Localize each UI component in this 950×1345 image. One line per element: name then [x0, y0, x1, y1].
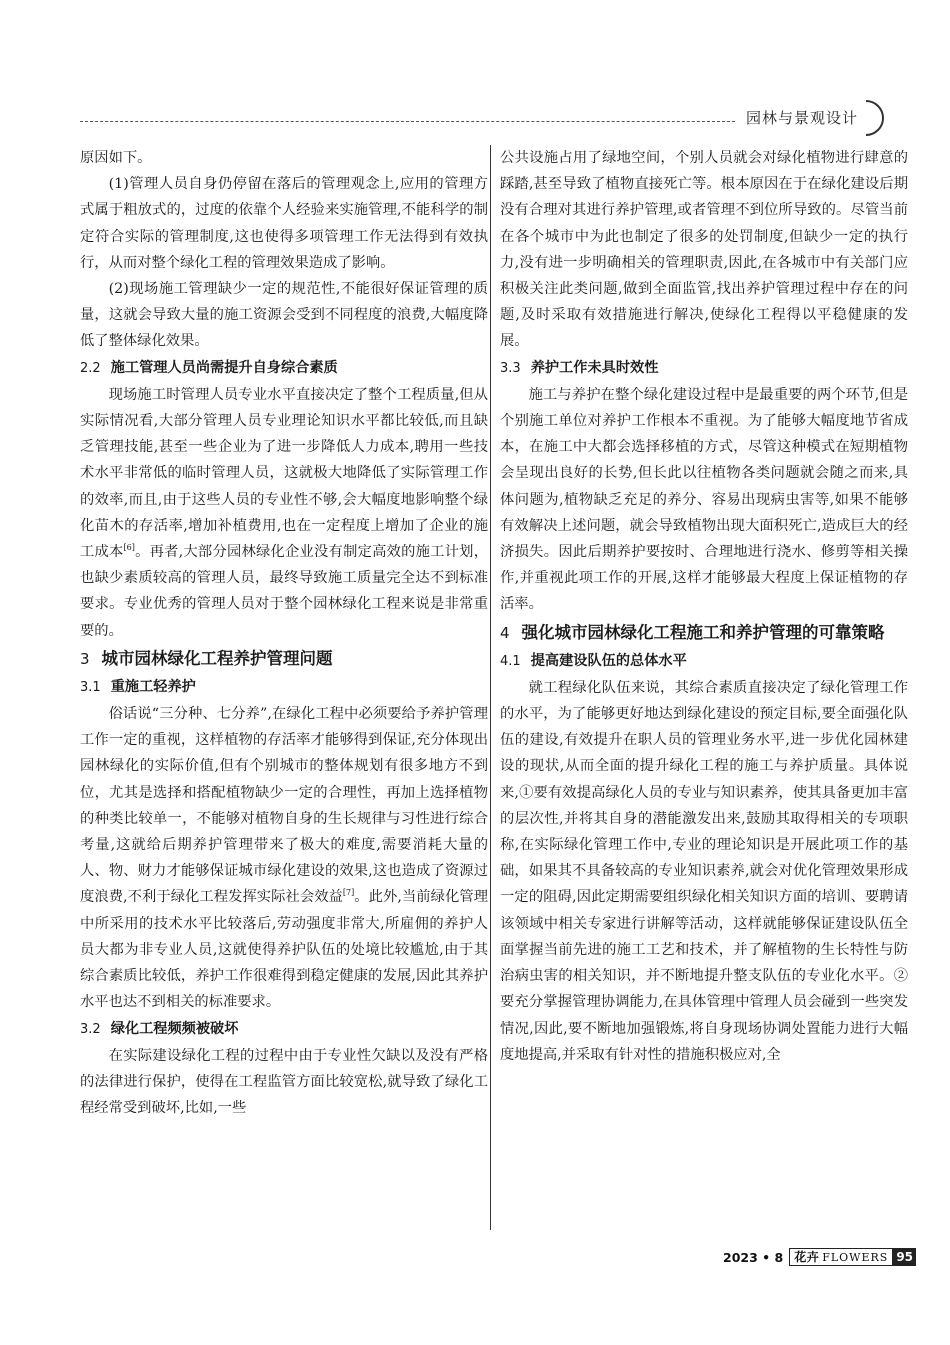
- paragraph: 在实际建设绿化工程的过程中由于专业性欠缺以及没有严格的法律进行保护，使得在工程监管方面比较宽松,就导致了绿化工程经常受到破坏,比如,一些: [80, 1047, 488, 1117]
- section-heading-3-1: 3.1 重施工轻养护: [80, 678, 196, 695]
- paragraph: (2)现场施工管理缺少一定的规范性,不能很好保证管理的质量，这就会导致大量的施工资源会受到不同程度的浪费,大幅度降低了整体绿化效果。: [80, 281, 488, 350]
- page-footer: [723, 1248, 916, 1266]
- section-heading-2-2: 2.2 施工管理人员尚需提升自身综合素质: [80, 359, 338, 376]
- journal-brand: 花卉 FLOWERS: [789, 1248, 893, 1266]
- right-column: [500, 145, 908, 1068]
- section-heading-3: 3 城市园林绿化工程养护管理问题: [80, 648, 333, 668]
- paragraph: 俗话说“三分种、七分养”,在绿化工程中必须要给予养护管理工作一定的重视，这样植物的存活率才能够得到保证,充分体现出园林绿化的实际价值,但有个别城市的整体规划有很多地方不到位，尤其是选择和搭配植物缺少一定的合理性，再加上选择植物的种类比较单一，不能够对植物自身的生长规律与习性进行综合考量,这就给后期养护管理带来了极大的难度,需要消耗大量的人、物、财力才能够保证城市绿化建设的效果,这也造成了资源过度浪费,不利于绿化工程发挥实际社会效益[7]。此外,当前绿化管理中所采用的技术水平比较落后,劳动强度非常大,所雇佣的养护人员大都为非专业人员,这就使得养护队伍的处境比较尴尬,由于其综合素质比较低，养护工作很难得到稳定健康的发展,因此其养护水平也达不到相关的标准要求。: [80, 706, 488, 1011]
- column-divider: [490, 145, 491, 1230]
- section-heading-4-1: 4.1 提高建设队伍的总体水平: [500, 652, 687, 669]
- header-divider: [80, 121, 735, 122]
- paragraph: 公共设施占用了绿地空间，个别人员就会对绿化植物进行肆意的踩踏,甚至导致了植物直接死亡等。根本原因在于在绿化建设后期没有合理对其进行养护管理,或者管理不到位所导致的。尽管当前在各个城市中为此也制定了很多的处罚制度,但缺少一定的执行力,没有进一步明确相关的管理职责,因此,在各城市中有关部门应积极关注此类问题,做到全面监管,找出养护管理过程中存在的问题,及时采取有效措施进行解决,使绿化工程得以平稳健康的发展。: [500, 150, 908, 350]
- paragraph: (1)管理人员自身仍停留在落后的管理观念上,应用的管理方式属于粗放式的，过度的依靠个人经验来实施管理,不能科学的制定符合实际的管理制度,这也使得多项管理工作无法得到有效执行，从而对整个绿化工程的管理效果造成了影响。: [80, 176, 488, 271]
- page-number: 95: [893, 1248, 916, 1266]
- issue-date: 2023 • 8: [723, 1249, 784, 1265]
- section-heading-3-2: 3.2 绿化工程频频被破坏: [80, 1020, 239, 1037]
- paragraph: 施工与养护在整个绿化建设过程中是最重要的两个环节,但是个别施工单位对养护工作根本不重视。为了能够大幅度地节省成本，在施工中大都会选择移植的方式，尽管这种模式在短期植物会呈现出良好的长势,但长此以往植物各类问题就会随之而来,具体问题为,植物缺乏充足的养分、容易出现病虫害等,如果不能够有效解决上述问题，就会导致植物出现大面积死亡,造成巨大的经济损失。因此后期养护要按时、合理地进行浇水、修剪等相关操作,并重视此项工作的开展,这样才能够最大程度上保证植物的存活率。: [500, 386, 908, 613]
- section-title: 园林与景观设计: [746, 109, 859, 127]
- paragraph: 原因如下。: [80, 150, 152, 166]
- citation-ref: [7]: [342, 888, 355, 898]
- paragraph: 现场施工时管理人员专业水平直接决定了整个工程质量,但从实际情况看,大部分管理人员专业理论知识水平都比较低,而且缺乏管理技能,甚至一些企业为了进一步降低人力成本,聘用一些技术水平非常低的临时管理人员，这就极大地降低了实际管理工作的效率,而且,由于这些人员的专业性不够,会大幅度地影响整个绿化苗木的存活率,增加补植费用,也在一定程度上增加了企业的施工成本[6]。再者,大部分园林绿化企业没有制定高效的施工计划，也缺少素质较高的管理人员，最终导致施工质量完全达不到标准要求。专业优秀的管理人员对于整个园林绿化工程来说是非常重要的。: [80, 386, 488, 639]
- paragraph: 就工程绿化队伍来说，其综合素质直接决定了绿化管理工作的水平，为了能够更好地达到绿化建设的预定目标,要全面强化队伍的建设,有效提升在职人员的管理业务水平,进一步优化园林建设的现状,从而全面的提升绿化工程的施工与养护质量。具体说来,①要有效提高绿化人员的专业与知识素养，使其具备更加丰富的层次性,并将其自身的潜能激发出来,鼓励其取得相关的专项职称,在实际绿化管理工作中,专业的理论知识是开展此项工作的基础，如果其不具备较高的专业知识素养,就会对优化管理效果形成一定的阻碍,因此定期需要组织绿化相关知识方面的培训、要聘请该领域中相关专家进行讲解等活动，这样就能够保证建设队伍全面掌握当前先进的施工工艺和技术，并了解植物的生长特性与防治病虫害的相关知识，并不断地提升整支队伍的专业化水平。②要充分掌握管理协调能力,在具体管理中管理人员会碰到一些突发情况,因此,要不断地加强锻炼,将自身现场协调处置能力进行大幅度地提高,并采取有针对性的措施积极应对,全: [500, 679, 908, 1063]
- section-heading-3-3: 3.3 养护工作未具时效性: [500, 359, 659, 376]
- left-column: [80, 145, 488, 1121]
- citation-ref: [6]: [123, 543, 135, 553]
- header-arc-ornament: [862, 98, 892, 138]
- section-heading-4: 4 强化城市园林绿化工程施工和养护管理的可靠策略: [500, 622, 885, 642]
